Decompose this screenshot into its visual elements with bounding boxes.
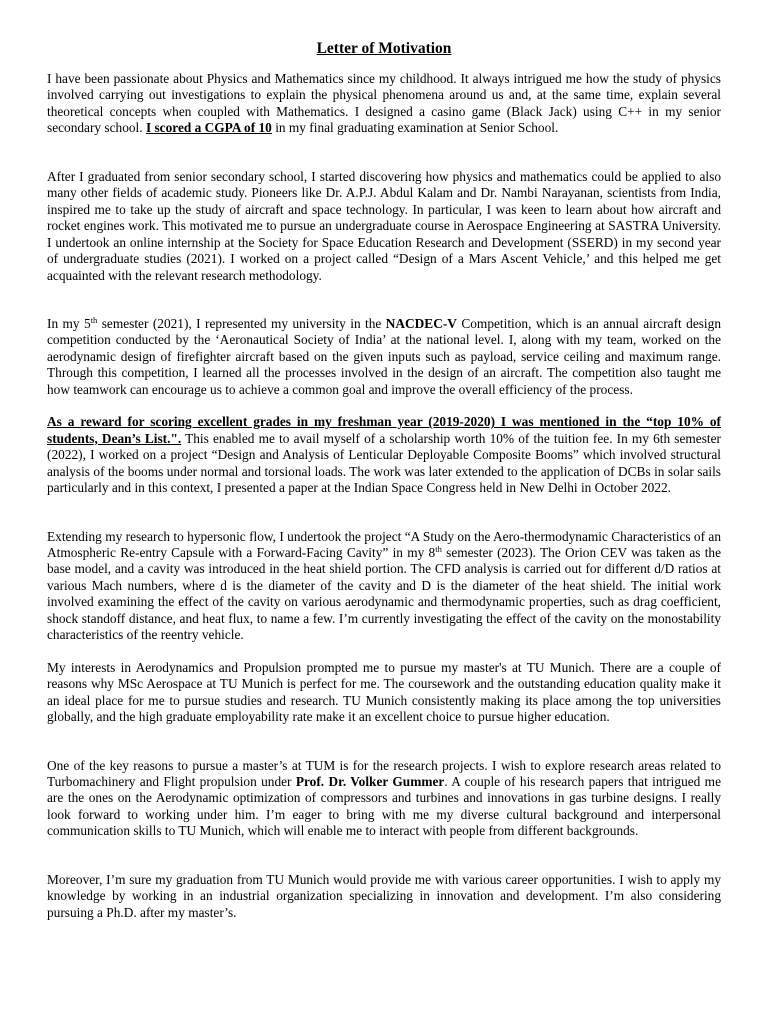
letter-page (47, 40, 721, 921)
paragraph-hypersonic-research (47, 529, 721, 644)
p7-text-a: One of the key reasons to pursue a master’s at TUM is for the research projects. I wish to explore research areas related to Turbomachinery and Flight propulsion under (47, 757, 721, 789)
p5-superscript: th (435, 543, 442, 554)
p3-text-b: semester (2021), I represented my university in the (97, 315, 386, 331)
p3-text-a: In my 5 (47, 315, 91, 331)
paragraph-deans-list (47, 414, 721, 496)
paragraph-childhood-interest (47, 71, 721, 137)
p1-text-b: in my final graduating examination at Senior School. (271, 120, 559, 136)
paragraph-tu-munich-reasons: My interests in Aerodynamics and Propulsion prompted me to pursue my master's at TU Munich. There are a couple of reasons why MSc Aerospace at TU Munich is perfect for me. The coursework and the outstanding education quality make it an ideal place for me to pursue studies and research. TU Munich consistently making its place among the top universities globally, and the high graduate employability rate make it an excellent choice to pursue higher education. (47, 659, 721, 725)
p3-nacdec-bold: NACDEC-V (385, 315, 457, 331)
p7-text-b: . A couple of his research papers that intrigued me are the ones on the Aerodynamic optimization of compressors and turbines and innovations in gas turbine designs. I really look forward to working under him. I’m eager to bring with me my diverse cultural background and interpersonal communication skills to TU Munich, which will enable me to interact with people from different backgrounds. (47, 773, 721, 839)
paragraph-nacdec-competition (47, 316, 721, 398)
p3-text-c: Competition, which is an annual aircraft design competition conducted by the ‘Aeronautical Society of India’ at the national level. I, along with my team, worked on the aerodynamic design of firefighter aircraft based on the given inputs such as payload, service ceiling and maximum range. Through this competition, I learned all the processes involved in the design of an aircraft. The competition also taught me how teamwork can encourage us to achieve a common goal and improve the overall efficiency of the process. (47, 315, 721, 397)
paragraph-undergraduate: After I graduated from senior secondary school, I started discovering how physics and mathematics could be applied to also many other fields of academic study. Pioneers like Dr. A.P.J. Abdul Kalam and Dr. Nambi Narayanan, scientists from India, inspired me to take up the study of aircraft and space technology. In particular, I was keen to learn about how aircraft and rocket engines work. This motivated me to pursue an undergraduate course in Aerospace Engineering at SASTRA University. I undertook an online internship at the Society for Space Education Research and Development (SSERD) in my second year of undergraduate studies (2021). I worked on a project called “Design of a Mars Ascent Vehicle,’ and this helped me get acquainted with the relevant research methodology. (47, 168, 721, 283)
p1-text-a: I have been passionate about Physics and Mathematics since my childhood. It always intrigued me how the study of physics involved carrying out investigations to explain the physical phenomena around us and, at the same time, explain several theoretical concepts when coupled with Mathematics. I designed a casino game (Black Jack) using C++ in my senior secondary school. (47, 71, 721, 136)
p7-professor-bold: Prof. Dr. Volker Gummer (295, 773, 445, 789)
paragraph-research-projects (47, 758, 721, 840)
letter-title: Letter of Motivation (316, 40, 452, 57)
p5-text-a: Extending my research to hypersonic flow, I undertook the project “A Study on the Aero-thermodynamic Characteristics of an Atmospheric Re-entry Capsule with a Forward-Facing Cavity” in my 8 (47, 528, 721, 560)
p1-cgpa-highlight: I scored a CGPA of 10 (145, 120, 272, 136)
p4-text: This enabled me to avail myself of a scholarship worth 10% of the tuition fee. In my 6th semester (2022), I worked on a project “Design and Analysis of Lenticular Deployable Composite Booms” which involved structural analysis of the booms under normal and torsional loads. The work was later extended to the application of DCBs in solar sails particularly and in this context, I presented a paper at the Indian Space Congress held in New Delhi in October 2022. (47, 430, 721, 496)
p4-deans-list-highlight: As a reward for scoring excellent grades in my freshman year (2019-2020) I was mentioned in the “top 10% of students, Dean’s List.". (47, 414, 721, 446)
paragraph-career-goals: Moreover, I’m sure my graduation from TU Munich would provide me with various career opportunities. I wish to apply my knowledge by working in an industrial organization specializing in innovation and development. I’m also considering pursuing a Ph.D. after my master’s. (47, 871, 721, 920)
p3-superscript: th (90, 314, 98, 325)
p5-text-b: semester (2023). The Orion CEV was taken as the base model, and a cavity was introduced in the heat shield portion. The CFD analysis is carried out for different d/D ratios at various Mach numbers, where d is the diameter of the cavity and D is the diameter of the heat shield. The initial work involved examining the effect of the cavity on various aerodynamic and thermodynamic properties, such as drag coefficient, shock standoff distance, and heat flux, to name a few. I’m currently investigating the effect of the cavity on the monostability characteristics of the reentry vehicle. (47, 544, 721, 643)
